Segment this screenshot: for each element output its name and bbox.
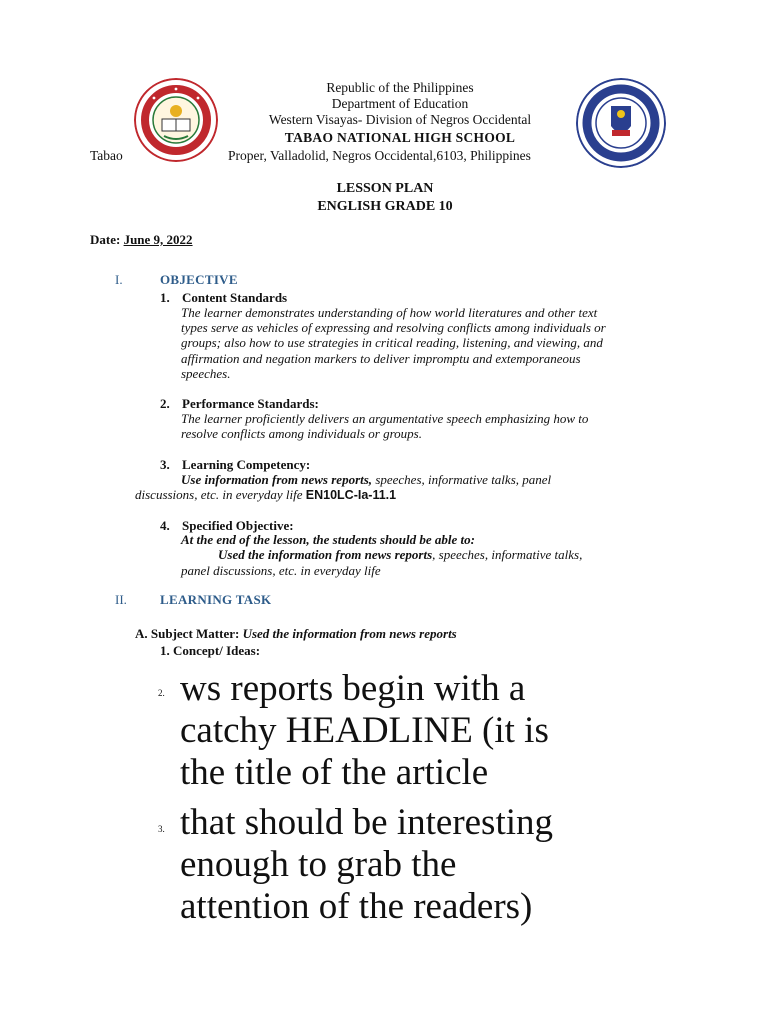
subject-matter: A. Subject Matter: Used the information from news reports	[135, 626, 457, 641]
competency-code: EN10LC-Ia-11.1	[305, 488, 397, 502]
big-item-3-text: that should be interesting enough to grab the attention of the readers)	[180, 802, 554, 927]
header-school-name: TABAO NATIONAL HIGH SCHOOL	[284, 130, 516, 145]
learning-competency-line2: discussions, etc. in everyday life EN10LC-Ia-11.1	[135, 487, 397, 502]
big-item-2-text: ws reports begin with a catchy HEADLINE (it is the title of the article	[180, 668, 549, 793]
specified-objective-line3: panel discussions, etc. in everyday life	[181, 563, 381, 578]
content-standards-heading: 1. Content Standards	[160, 290, 288, 305]
date-value: June 9, 2022	[123, 232, 193, 247]
objective-number: I.	[115, 272, 123, 287]
content-standards-text: The learner demonstrates understanding of how world literatures and other text types serve as vehicles of expressing and resolving conflicts among individuals or groups; also how to use strategies in critical reading, listening, and viewing, and affirmation and negation markers to deliver impromptu and extemporaneous speeches.	[181, 305, 606, 381]
learning-competency-heading: 3. Learning Competency:	[160, 457, 311, 472]
learning-task-number: II.	[115, 592, 127, 607]
header-division: Western Visayas- Division of Negros Occidental	[268, 112, 532, 127]
performance-standards-heading: 2. Performance Standards:	[160, 396, 319, 411]
date-line	[90, 232, 193, 248]
header-address-right: Proper, Valladolid, Negros Occidental,6103, Philippines	[228, 148, 531, 163]
learning-competency-line1: Use information from news reports, speeches, informative talks, panel	[181, 472, 552, 487]
specified-objective-heading: 4. Specified Objective:	[160, 518, 294, 533]
date-label: Date:	[90, 232, 121, 247]
lesson-plan-subtitle: ENGLISH GRADE 10	[317, 199, 453, 214]
concept-ideas-heading: 1. Concept/ Ideas:	[160, 643, 261, 658]
header-department: Department of Education	[331, 96, 469, 111]
performance-standards-text: The learner proficiently delivers an argumentative speech emphasizing how to resolve conflicts among individuals or groups.	[181, 411, 589, 442]
header-address-left: Tabao	[90, 148, 123, 163]
big-item-3-number: 3.	[158, 824, 165, 834]
specified-objective-line1: At the end of the lesson, the students should be able to:	[181, 532, 475, 547]
specified-objective-line2: Used the information from news reports, speeches, informative talks,	[218, 547, 583, 562]
header-republic: Republic of the Philippines	[326, 80, 474, 95]
learning-task-heading: LEARNING TASK	[160, 592, 272, 607]
big-item-2-number: 2.	[158, 688, 165, 698]
lesson-plan-title: LESSON PLAN	[336, 181, 434, 196]
objective-heading: OBJECTIVE	[160, 272, 238, 287]
